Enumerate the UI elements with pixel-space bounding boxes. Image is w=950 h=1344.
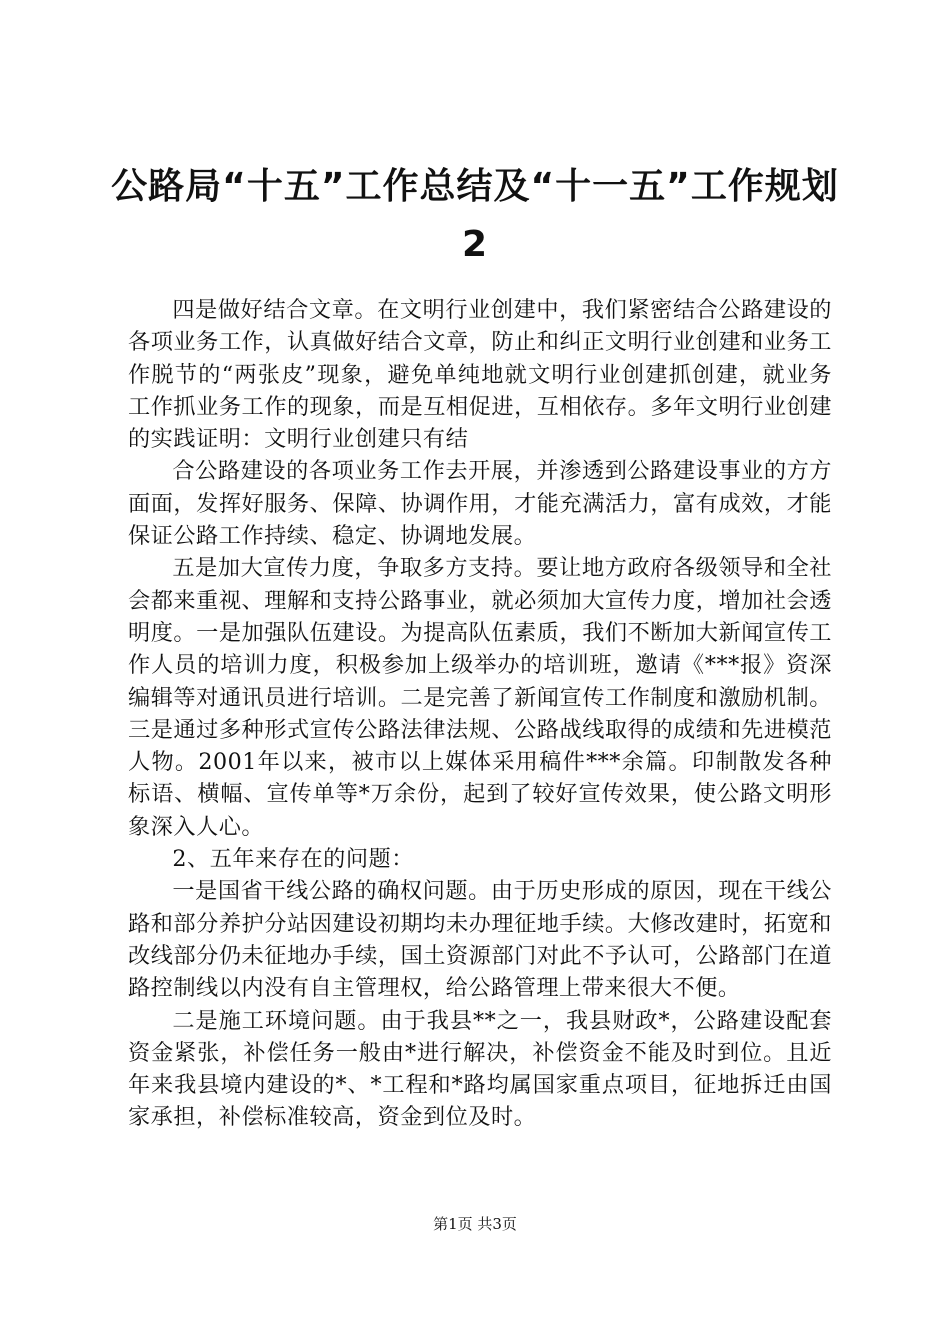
document-body <box>128 294 832 1134</box>
paragraph-4: 2、五年来存在的问题： <box>172 846 414 873</box>
page-footer: 第1页 共3页 <box>433 1215 517 1233</box>
paragraph-3: 五是加大宣传力度，争取多方支持。要让地方政府各级领导和全社会都来重视、理解和支持公路事业，就必须加大宣传力度，增加社会透明度。一是加强队伍建设。为提高队伍素质，我们不断加大新闻宣传工作人员的培训力度，积极参加上级举办的培训班，邀请《***报》资深编辑等对通讯员进行培训。二是完善了新闻宣传工作制度和激励机制。三是通过多种形式宣传公路法律法规、公路战线取得的成绩和先进模范人物。2001年以来，被市以上媒体采用稿件***余篇。印制散发各种标语、横幅、宣传单等*万余份，起到了较好宣传效果，使公路文明形象深入人心。 <box>128 555 832 840</box>
paragraph-6: 二是施工环境问题。由于我县**之一，我县财政*，公路建设配套资金紧张，补偿任务一般由*进行解决，补偿资金不能及时到位。且近年来我县境内建设的*、*工程和*路均属国家重点项目，征地拆迁由国家承担，补偿标准较高，资金到位及时。 <box>128 1007 832 1131</box>
paragraph-2: 合公路建设的各项业务工作去开展，并渗透到公路建设事业的方方面面，发挥好服务、保障、协调作用，才能充满活力，富有成效，才能保证公路工作持续、稳定、协调地发展。 <box>128 458 832 550</box>
paragraph-5: 一是国省干线公路的确权问题。由于历史形成的原因，现在干线公路和部分养护分站因建设初期均未办理征地手续。大修改建时，拓宽和改线部分仍未征地办手续，国土资源部门对此不予认可，公路部门在道路控制线以内没有自主管理权，给公路管理上带来很大不便。 <box>128 878 832 1002</box>
paragraph-1: 四是做好结合文章。在文明行业创建中，我们紧密结合公路建设的各项业务工作，认真做好结合文章，防止和纠正文明行业创建和业务工作脱节的“两张皮”现象，避免单纯地就文明行业创建抓创建，就业务工作抓业务工作的现象，而是互相促进，互相依存。多年文明行业创建的实践证明：文明行业创建只有结 <box>128 297 832 453</box>
document-title: 公路局“十五”工作总结及“十一五”工作规划2 <box>111 166 839 265</box>
